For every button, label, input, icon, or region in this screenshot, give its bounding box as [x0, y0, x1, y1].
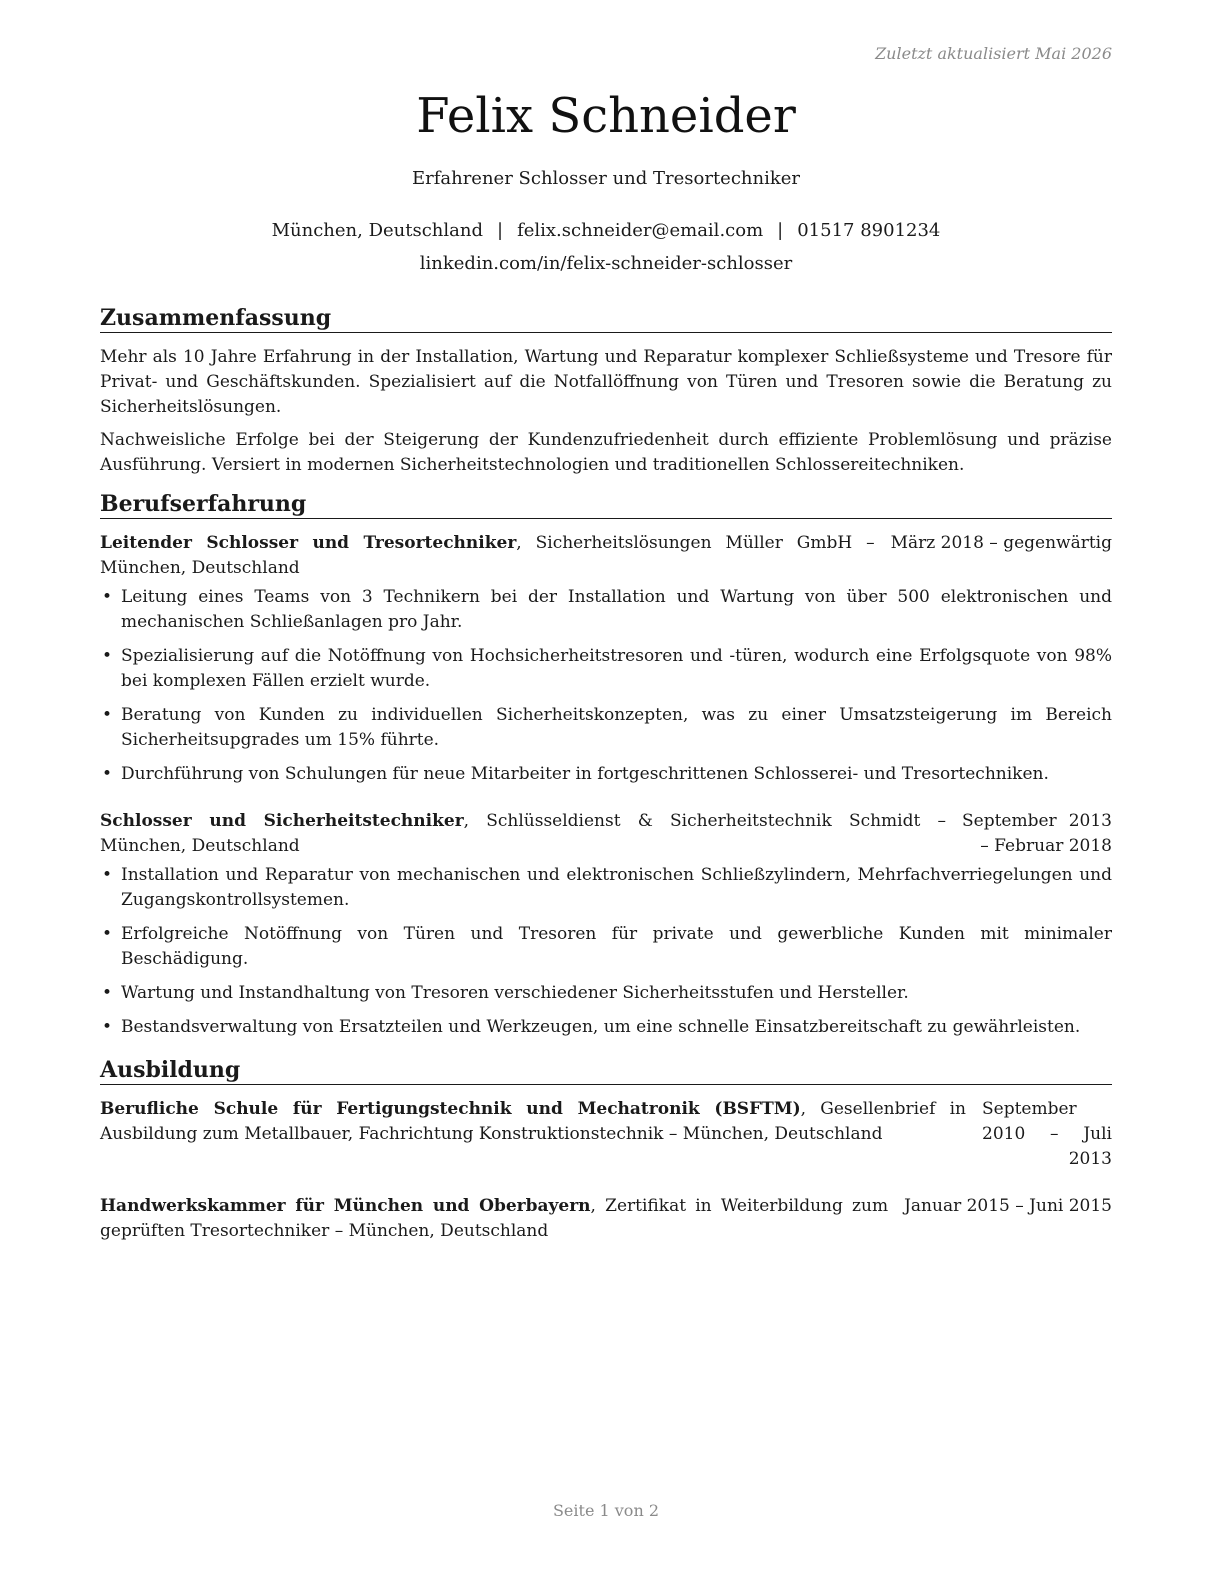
contact-location: München, Deutschland — [271, 220, 483, 241]
contact-separator: | — [777, 220, 784, 241]
education-header — [100, 1097, 1112, 1172]
summary-paragraph: Nachweisliche Erfolge bei der Steigerung der Kundenzufriedenheit durch effiziente Problemlösung und präzise Ausführung. Versiert in modernen Sicherheitstechnologien und traditionellen Schlossereitechniken. — [100, 430, 1112, 475]
experience-section — [100, 490, 1112, 1040]
education-section — [100, 1056, 1112, 1244]
education-details: , Gesellenbrief in Ausbildung zum Metallbauer, Fachrichtung Konstruktionstechnik – München, Deutschland — [100, 1099, 966, 1144]
job-role: Leitender Schlosser und Tresortechniker — [100, 533, 517, 553]
section-title-summary: Zusammenfassung — [100, 304, 1112, 333]
list-item: • Leitung eines Teams von 3 Technikern bei der Installation und Wartung von über 500 elektronischen und mechanischen Schließanlagen pro Jahr. — [100, 585, 1112, 635]
resume-page — [100, 0, 1112, 1584]
education-dates: Januar 2015 – Juni 2015 — [904, 1196, 1112, 1216]
page-number: Seite 1 von 2 — [552, 1501, 660, 1520]
section-title-education: Ausbildung — [100, 1056, 1112, 1085]
job-title-line — [100, 531, 891, 581]
job-role: Schlosser und Sicherheitstechniker — [100, 811, 464, 831]
job-entry — [100, 809, 1112, 1040]
job-dates: März 2018 – gegenwärtig — [890, 533, 1112, 553]
contact-email[interactable]: felix.schneider@email.com — [517, 220, 764, 241]
education-header — [100, 1194, 1112, 1244]
contact-phone[interactable]: 01517 8901234 — [797, 220, 941, 241]
job-title-line — [100, 809, 962, 859]
candidate-name: Felix Schneider — [416, 88, 796, 144]
list-item: • Spezialisierung auf die Notöffnung von Hochsicherheitstresoren und -türen, wodurch eine Erfolgsquote von 98% bei komplexen Fällen erzielt wurde. — [100, 644, 1112, 694]
contact-linkedin[interactable]: linkedin.com/in/felix-schneider-schlosser — [419, 253, 793, 274]
education-entry — [100, 1194, 1112, 1244]
education-institution: Berufliche Schule für Fertigungstechnik und Mechatronik (BSFTM) — [100, 1099, 801, 1119]
job-bullets — [100, 863, 1112, 1040]
job-dates: September 2013 – Februar 2018 — [962, 811, 1112, 856]
education-title-line — [100, 1194, 904, 1244]
education-details: , Zertifikat in Weiterbildung zum geprüften Tresortechniker – München, Deutschland — [100, 1196, 889, 1241]
summary-section — [100, 304, 1112, 478]
contact-line — [100, 219, 1112, 243]
list-item: • Erfolgreiche Notöffnung von Türen und Tresoren für private und gewerbliche Kunden mit minimaler Beschädigung. — [100, 922, 1112, 972]
list-item: • Installation und Reparatur von mechanischen und elektronischen Schließzylindern, Mehrfachverriegelungen und Zugangskontrollsystemen. — [100, 863, 1112, 913]
candidate-headline: Erfahrener Schlosser und Tresortechniker — [411, 168, 801, 189]
job-bullets — [100, 585, 1112, 787]
summary-paragraph: Mehr als 10 Jahre Erfahrung in der Installation, Wartung und Reparatur komplexer Schließsysteme und Tresore für Privat- und Geschäftskunden. Spezialisiert auf die Notfallöffnung von Türen und Tresoren sowie die Beratung zu Sicherheitslösungen. — [100, 347, 1112, 417]
list-item: • Durchführung von Schulungen für neue Mitarbeiter in fortgeschrittenen Schlosserei- und Tresortechniken. — [100, 762, 1112, 787]
list-item: • Beratung von Kunden zu individuellen Sicherheitskonzepten, was zu einer Umsatzsteigerung im Bereich Sicherheitsupgrades um 15% führte. — [100, 703, 1112, 753]
education-title-line — [100, 1097, 982, 1147]
job-entry — [100, 531, 1112, 787]
last-updated-note: Zuletzt aktualisiert Mai 2026 — [875, 44, 1112, 63]
resume-content — [100, 304, 1112, 1260]
section-title-experience: Berufserfahrung — [100, 490, 1112, 519]
list-item: • Bestandsverwaltung von Ersatzteilen und Werkzeugen, um eine schnelle Einsatzbereitschaft zu gewährleisten. — [100, 1015, 1112, 1040]
education-entry — [100, 1097, 1112, 1172]
job-company: , Schlüsseldienst & Sicherheitstechnik Schmidt – München, Deutschland — [100, 811, 946, 856]
education-dates: September 2010 – Juli 2013 — [982, 1099, 1112, 1169]
job-header — [100, 809, 1112, 859]
education-institution: Handwerkskammer für München und Oberbayern — [100, 1196, 591, 1216]
job-company: , Sicherheitslösungen Müller GmbH – München, Deutschland — [100, 533, 875, 578]
list-item: • Wartung und Instandhaltung von Tresoren verschiedener Sicherheitsstufen und Hersteller. — [100, 981, 1112, 1006]
contact-separator: | — [497, 220, 504, 241]
job-header — [100, 531, 1112, 581]
